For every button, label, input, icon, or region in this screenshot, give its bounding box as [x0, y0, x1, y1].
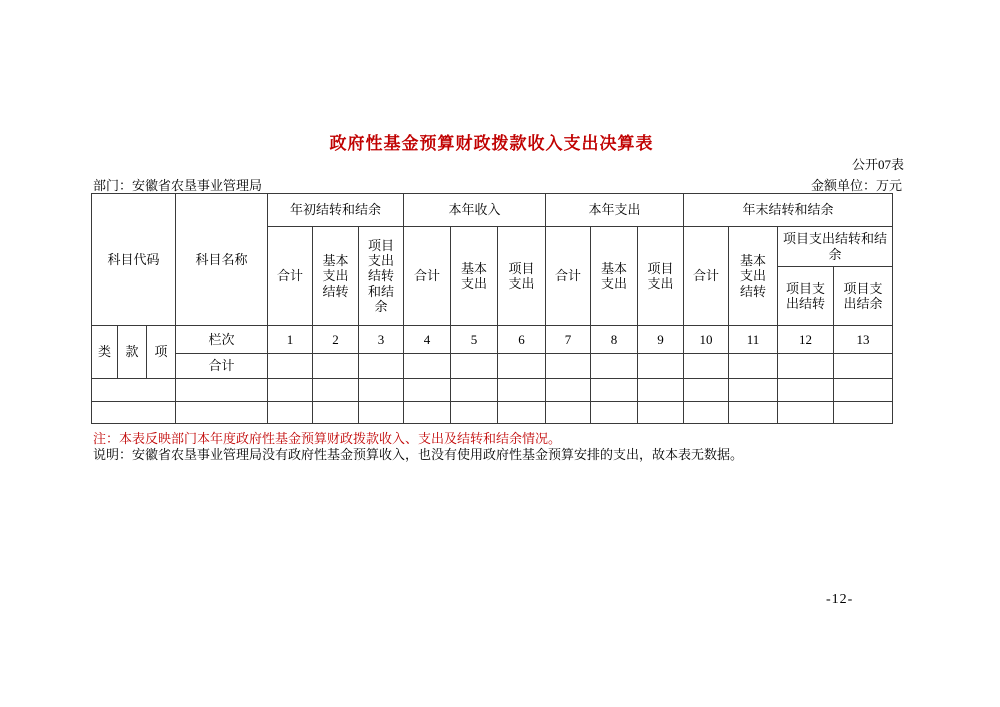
- data-cell: [546, 402, 591, 424]
- header-code-class: 类: [92, 326, 118, 379]
- data-cell: [834, 402, 893, 424]
- header-group-beginning-balance: 年初结转和结余: [268, 194, 404, 227]
- col-number: 13: [834, 326, 893, 354]
- col-number: 5: [451, 326, 498, 354]
- data-cell: [404, 354, 451, 379]
- empty-data-row: [92, 379, 893, 402]
- col-number: 12: [778, 326, 834, 354]
- header-col-project-expenditure-2: 项目支出: [638, 227, 684, 326]
- amount-unit-label: 金额单位：万元: [810, 178, 902, 193]
- data-cell: [778, 354, 834, 379]
- data-cell: [684, 402, 729, 424]
- data-cell: [546, 354, 591, 379]
- header-code-section: 款: [118, 326, 147, 379]
- data-cell: [451, 402, 498, 424]
- data-cell: [268, 354, 313, 379]
- data-cell: [591, 354, 638, 379]
- data-cell: [638, 402, 684, 424]
- code-cell: [92, 379, 176, 402]
- data-cell: [404, 402, 451, 424]
- note-text: 注：本表反映部门本年度政府性基金预算财政拨款收入、支出及结转和结余情况。: [93, 431, 562, 446]
- data-cell: [359, 402, 404, 424]
- data-cell: [268, 402, 313, 424]
- data-cell: [451, 354, 498, 379]
- name-cell: [176, 379, 268, 402]
- data-cell: [498, 402, 546, 424]
- header-group-year-end-balance: 年末结转和结余: [684, 194, 893, 227]
- remark-text: 说明：安徽省农垦事业管理局没有政府性基金预算收入，也没有使用政府性基金预算安排的支出，故本表无数据。: [93, 447, 744, 462]
- data-cell: [638, 354, 684, 379]
- data-cell: [684, 379, 729, 402]
- name-cell: [176, 402, 268, 424]
- data-cell: [498, 379, 546, 402]
- data-cell: [778, 402, 834, 424]
- col-number: 4: [404, 326, 451, 354]
- header-col-project-expenditure-1: 项目支出: [498, 227, 546, 326]
- header-col-basic-expenditure-2: 基本支出: [591, 227, 638, 326]
- page-title: 政府性基金预算财政拨款收入支出决算表: [329, 134, 654, 153]
- total-row: [92, 354, 893, 379]
- data-cell: [684, 354, 729, 379]
- header-code-item: 项: [147, 326, 176, 379]
- col-number: 6: [498, 326, 546, 354]
- data-cell: [546, 379, 591, 402]
- header-col-project-carryover: 项目支出结转: [778, 267, 834, 326]
- budget-table: [91, 193, 893, 424]
- header-lanci: 栏次: [176, 326, 268, 354]
- data-cell: [359, 354, 404, 379]
- header-col-total-3: 合计: [546, 227, 591, 326]
- header-col-total-1: 合计: [268, 227, 313, 326]
- col-number: 3: [359, 326, 404, 354]
- data-cell: [729, 354, 778, 379]
- data-cell: [778, 379, 834, 402]
- header-subject-code: 科目代码: [92, 194, 176, 326]
- header-group-row: [92, 194, 893, 227]
- data-cell: [834, 379, 893, 402]
- public-form-number-label: 公开07表: [851, 157, 904, 172]
- data-cell: [359, 379, 404, 402]
- col-number: 2: [313, 326, 359, 354]
- header-subject-name: 科目名称: [176, 194, 268, 326]
- data-cell: [313, 354, 359, 379]
- data-cell: [313, 402, 359, 424]
- page-number: -12-: [826, 592, 854, 607]
- code-cell: [92, 402, 176, 424]
- header-group-current-year-expenditure: 本年支出: [546, 194, 684, 227]
- header-col-project-balance: 项目支出结余: [834, 267, 893, 326]
- empty-data-row: [92, 402, 893, 424]
- col-number: 7: [546, 326, 591, 354]
- header-col-project-carryover-balance-1: 项目支出结转和结余: [359, 227, 404, 326]
- header-group-current-year-income: 本年收入: [404, 194, 546, 227]
- header-col-basic-carryover-2: 基本支出结转: [729, 227, 778, 326]
- column-number-row: [92, 326, 893, 354]
- col-number: 8: [591, 326, 638, 354]
- data-cell: [268, 379, 313, 402]
- header-col-total-4: 合计: [684, 227, 729, 326]
- col-number: 1: [268, 326, 313, 354]
- col-number: 11: [729, 326, 778, 354]
- data-cell: [729, 379, 778, 402]
- data-cell: [834, 354, 893, 379]
- data-cell: [591, 379, 638, 402]
- col-number: 10: [684, 326, 729, 354]
- header-col-basic-expenditure-1: 基本支出: [451, 227, 498, 326]
- data-cell: [451, 379, 498, 402]
- data-cell: [591, 402, 638, 424]
- header-subgroup-project-carryover-balance: 项目支出结转和结余: [778, 227, 893, 267]
- data-cell: [404, 379, 451, 402]
- data-cell: [498, 354, 546, 379]
- data-cell: [638, 379, 684, 402]
- department-label: 部门：安徽省农垦事业管理局: [93, 178, 263, 193]
- row-label-total: 合计: [176, 354, 268, 379]
- col-number: 9: [638, 326, 684, 354]
- data-cell: [729, 402, 778, 424]
- header-col-basic-carryover-1: 基本支出结转: [313, 227, 359, 326]
- data-cell: [313, 379, 359, 402]
- header-col-total-2: 合计: [404, 227, 451, 326]
